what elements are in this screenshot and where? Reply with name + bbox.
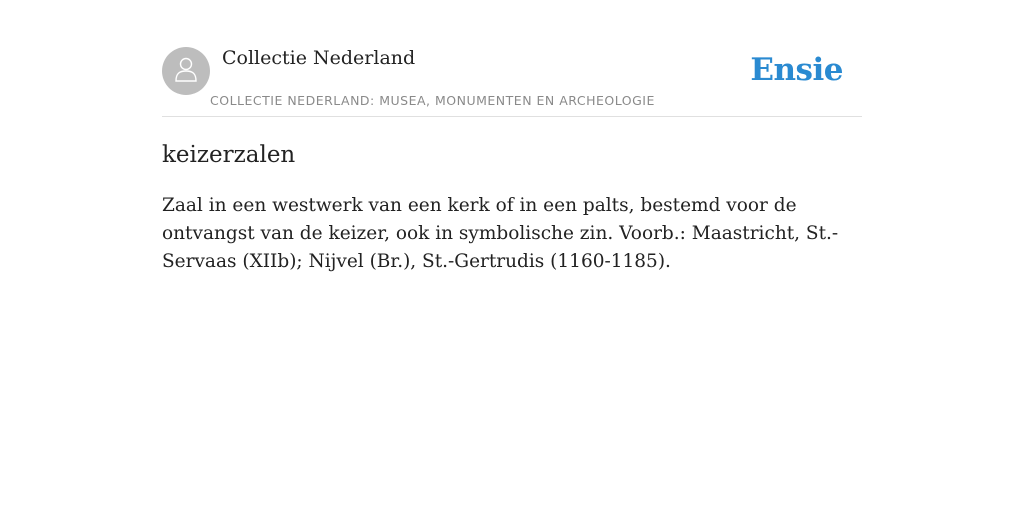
page-header [162,46,862,117]
avatar[interactable] [162,47,210,95]
user-icon [171,54,201,88]
page-title: keizerzalen [162,142,296,168]
brand-logo[interactable]: Ensie [750,52,843,88]
article-body: Zaal in een westwerk van een kerk of in een palts, bestemd voor de ontvangst van de keizer, ook in symbolische zin. Voorb.: Maastricht, St.-Servaas (XIIb); Nijvel (Br.), St.-Gertrudis (1160-1185). [162,195,839,272]
author-name[interactable]: Collectie Nederland [222,47,416,69]
source-subtitle: COLLECTIE NEDERLAND: MUSEA, MONUMENTEN EN ARCHEOLOGIE [210,93,655,108]
